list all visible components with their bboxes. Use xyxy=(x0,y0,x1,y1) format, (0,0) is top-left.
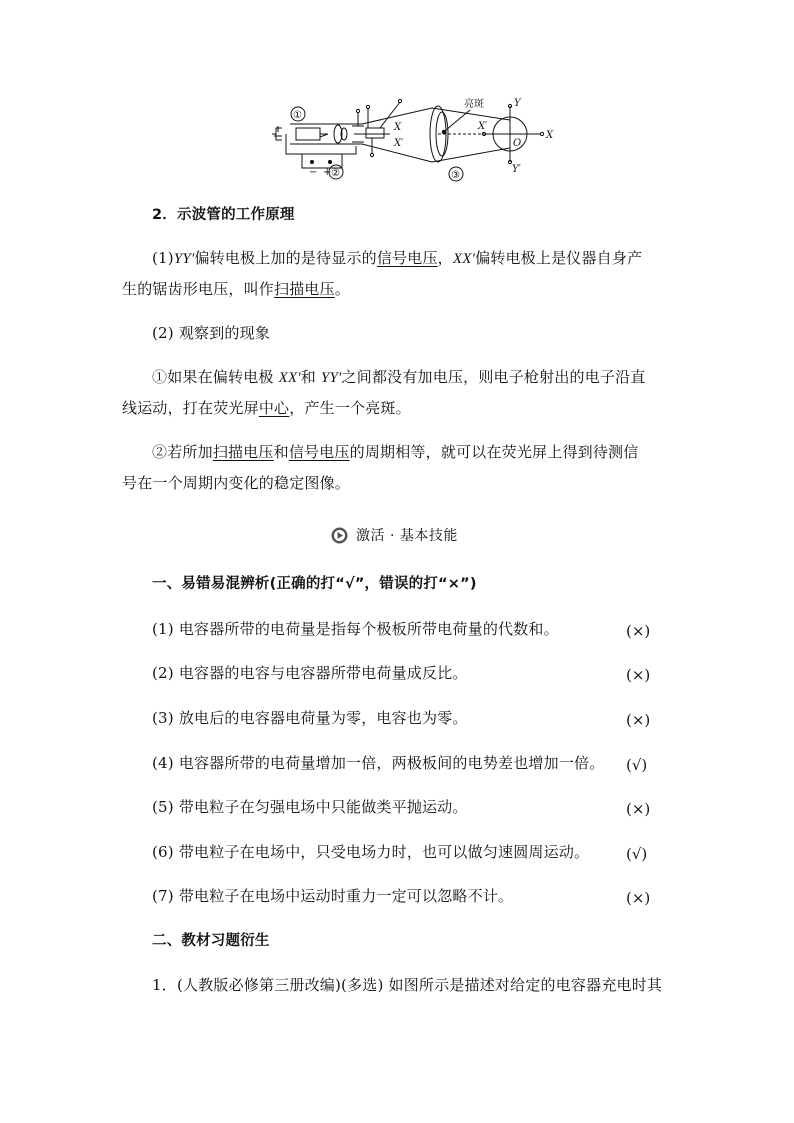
label-x-left: X′ xyxy=(478,121,488,132)
quiz-item: (5) 带电粒子在匀强电场中只能做类平抛运动。 xyxy=(152,798,468,816)
quiz-item: (4) 电容器所带的电荷量增加一倍，两极板间的电势差也增加一倍。 xyxy=(152,754,605,772)
paragraph-2: (2) 观察到的现象 xyxy=(152,324,271,342)
text: ， xyxy=(437,249,453,267)
paragraph-3-line-2 xyxy=(122,401,411,416)
text: 偏转电极上加的是待显示的 xyxy=(194,249,377,267)
label-x: X xyxy=(394,122,402,133)
underlined-term: 扫描电压 xyxy=(274,280,335,298)
label-plus: + xyxy=(323,167,332,178)
play-circle-icon xyxy=(331,527,348,544)
quiz-heading: 一、易错易混辨析(正确的打“√”，错误的打“×”) xyxy=(152,576,477,592)
label-y: Y xyxy=(514,98,521,109)
question-1: 1．(人教版必修第三册改编)(多选) 如图所示是描述对给定的电容器充电时其 xyxy=(152,976,663,994)
label-minus: − xyxy=(309,167,318,178)
quiz-answer-mark: (×) xyxy=(626,622,651,640)
quiz-answer-mark: (×) xyxy=(626,800,651,818)
text: 和 xyxy=(273,443,289,461)
quiz-item: (2) 电容器的电容与电容器所带电荷量成反比。 xyxy=(152,664,468,682)
text: 的周期相等，就可以在荧光屏上得到待测信 xyxy=(349,443,639,461)
quiz-answer-mark: (×) xyxy=(626,711,651,729)
text: ，产生一个亮斑。 xyxy=(289,399,411,417)
quiz-answer-mark: (√) xyxy=(626,845,648,863)
label-origin: O xyxy=(513,138,522,149)
text: 生的锯齿形电压，叫作 xyxy=(122,280,275,298)
paragraph-1-line-2 xyxy=(122,282,350,297)
symbol-xx: XX′ xyxy=(452,251,476,267)
quiz-item: (6) 带电粒子在电场中，只受电场力时，也可以做匀速圆周运动。 xyxy=(152,843,590,861)
text: 之间都没有加电压，则电子枪射出的电子沿直 xyxy=(341,368,646,386)
text: ①如果在偏转电极 xyxy=(152,368,279,386)
quiz-item: (7) 带电粒子在电场中运动时重力一定可以忽略不计。 xyxy=(152,887,514,905)
underlined-term: 信号电压 xyxy=(288,443,350,461)
label-x-prime: X′ xyxy=(394,138,404,149)
quiz-answer-mark: (×) xyxy=(626,889,651,907)
underlined-term: 信号电压 xyxy=(376,249,438,267)
label-y-prime: Y′ xyxy=(512,164,521,175)
label-spot: 亮斑 xyxy=(464,99,484,110)
underlined-term: 中心 xyxy=(258,399,290,417)
banner-title: 激活 · 基本技能 xyxy=(356,528,458,544)
text: 和 xyxy=(300,368,321,386)
quiz-answer-mark: (√) xyxy=(626,756,648,774)
underlined-term: 扫描电压 xyxy=(212,443,274,461)
label-circle-1: ① xyxy=(293,110,302,121)
text: ②若所加 xyxy=(152,443,213,461)
symbol-yy: YY′ xyxy=(173,251,195,267)
oscilloscope-tube-diagram xyxy=(272,96,562,184)
label-circle-3: ③ xyxy=(451,170,460,181)
symbol-yy: YY′ xyxy=(320,370,342,386)
text: (1) xyxy=(152,249,174,267)
paragraph-4-line-2: 号在一个周期内变化的稳定图像。 xyxy=(122,474,351,492)
quiz-answer-mark: (×) xyxy=(626,666,651,684)
section-title: 2．示波管的工作原理 xyxy=(152,207,295,223)
quiz-item: (1) 电容器所带的电荷量是指每个极板所带电荷量的代数和。 xyxy=(152,620,559,638)
label-x-right: X xyxy=(546,130,554,141)
label-circle-2: ② xyxy=(331,168,340,179)
symbol-xx: XX′ xyxy=(278,370,301,386)
paragraph-4-line-1 xyxy=(152,445,638,460)
quiz-item: (3) 放电后的电容器电荷量为零，电容也为零。 xyxy=(152,709,468,727)
textbook-exercise-heading: 二、教材习题衍生 xyxy=(152,933,270,949)
section-banner xyxy=(331,525,458,545)
paragraph-3-line-1 xyxy=(152,370,646,386)
text: 。 xyxy=(334,280,351,298)
text: 偏转电极上是仪器自身产 xyxy=(475,249,643,267)
paragraph-1-line-1 xyxy=(152,251,642,267)
text: 线运动，打在荧光屏 xyxy=(122,399,259,417)
